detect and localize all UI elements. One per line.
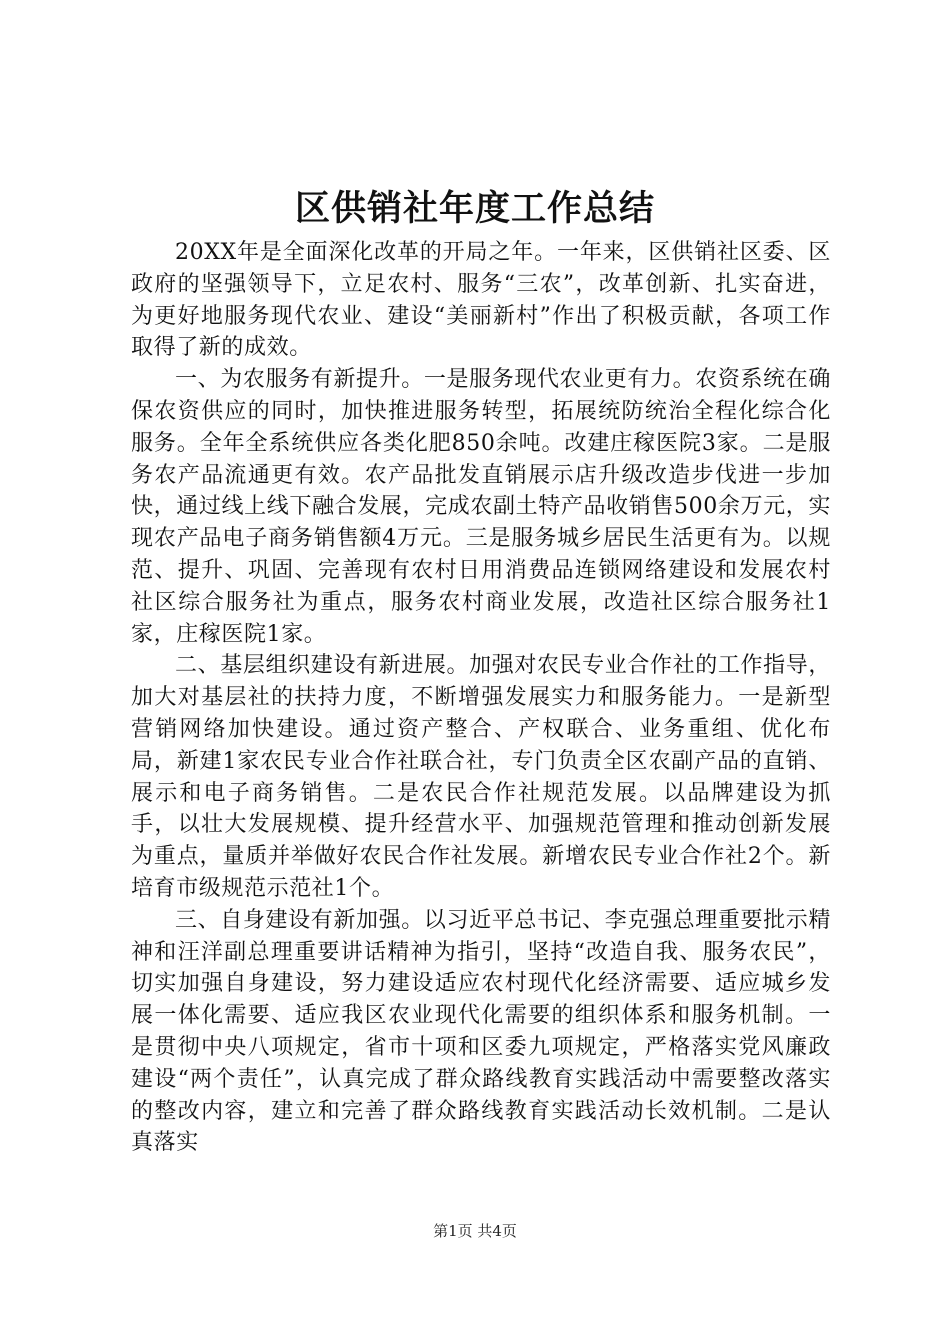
page-number-footer: 第1页 共4页	[433, 1222, 517, 1240]
document-title: 区供销社年度工作总结	[294, 188, 655, 229]
paragraph-section-2: 二、基层组织建设有新进展。加强对农民专业合作社的工作指导，加大对基层社的扶持力度，不断增强发展实力和服务能力。一是新型营销网络加快建设。通过资产整合、产权联合、业务重组、优化布局，新建1家农民专业合作社联合社，专门负责全区农副产品的直销、展示和电子商务销售。二是农民合作社规范发展。以品牌建设为抓手，以壮大发展规模、提升经营水平、加强规范管理和推动创新发展为重点，量质并举做好农民合作社发展。新增农民专业合作社2个。新培育市级规范示范社1个。	[131, 653, 831, 901]
paragraph-intro: 20XX年是全面深化改革的开局之年。一年来，区供销社区委、区政府的坚强领导下，立足农村、服务“三农”，改革创新、扎实奋进，为更好地服务现代农业、建设“美丽新村”作出了积极贡献，各项工作取得了新的成效。	[131, 240, 831, 361]
paragraph-section-3: 三、自身建设有新加强。以习近平总书记、李克强总理重要批示精神和汪洋副总理重要讲话精神为指引，坚持“改造自我、服务农民”，切实加强自身建设，努力建设适应农村现代化经济需要、适应城乡发展一体化需要、适应我区农业现代化需要的组织体系和服务机制。一是贯彻中央八项规定，省市十项和区委九项规定，严格落实党风廉政建设“两个责任”，认真完成了群众路线教育实践活动中需要整改落实的整改内容，建立和完善了群众路线教育实践活动长效机制。二是认真落实	[131, 907, 831, 1156]
document-body	[131, 237, 831, 1159]
paragraph-section-1: 一、为农服务有新提升。一是服务现代农业更有力。农资系统在确保农资供应的同时，加快推进服务转型，拓展统防统治全程化综合化服务。全年全系统供应各类化肥850余吨。改建庄稼医院3家。二是服务农产品流通更有效。农产品批发直销展示店升级改造步伐进一步加快，通过线上线下融合发展，完成农副土特产品收销售500余万元，实现农产品电子商务销售额4万元。三是服务城乡居民生活更有为。以规范、提升、巩固、完善现有农村日用消费品连锁网络建设和发展农村社区综合服务社为重点，服务农村商业发展，改造社区综合服务社1家，庄稼医院1家。	[131, 367, 831, 647]
